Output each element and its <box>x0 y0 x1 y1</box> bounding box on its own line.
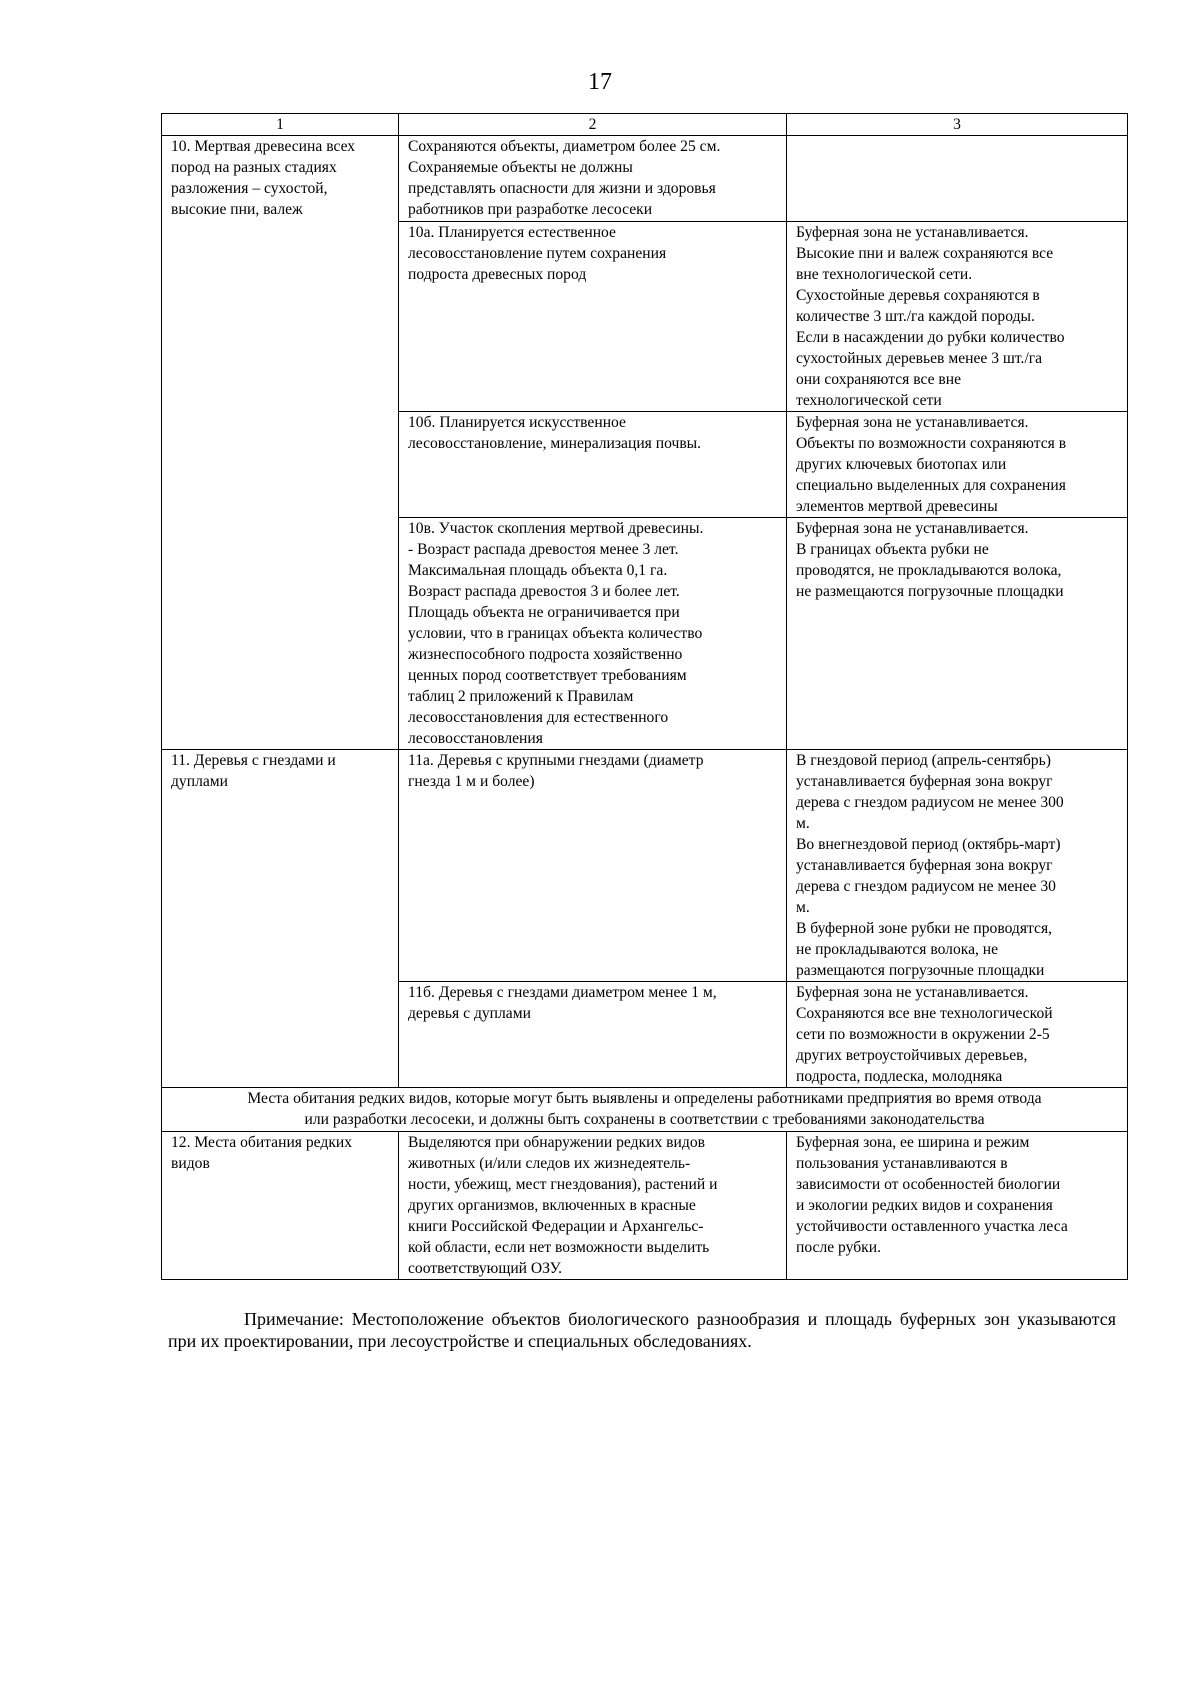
table-header-row <box>162 114 1128 136</box>
table-row <box>162 136 1128 222</box>
table-row <box>162 1132 1128 1280</box>
row10c-rule: Буферная зона не устанавливается. В границах объекта рубки не проводятся, не прокладываются волока, не размещаются погрузочные площадки <box>787 518 1128 750</box>
row11b-condition: 11б. Деревья с гнездами диаметром менее 1 м, деревья с дуплами <box>399 982 787 1088</box>
row12-rule: Буферная зона, ее ширина и режим пользования устанавливаются в зависимости от особенностей биологии и экологии редких видов и сохранения устойчивости оставленного участка леса после рубки. <box>787 1132 1128 1280</box>
row12-condition: Выделяются при обнаружении редких видов животных (и/или следов их жизнедеятель- ности, убежищ, мест гнездования), растений и других организмов, включенных в красные книги Российской Федерации и Архангельс- кой области, если нет возможности выделить соответствующий ОЗУ. <box>399 1132 787 1280</box>
row10c-condition: 10в. Участок скопления мертвой древесины. - Возраст распада древостоя менее 3 лет. Максимальная площадь объекта 0,1 га. Возраст распада древостоя 3 и более лет. Площадь объекта не ограничивается при условии, что в границах объекта количество жизнеспособного подроста хозяйственно ценных пород соответствует требованиям таблиц 2 приложений к Правилам лесовосстановления для естественного лесовосстановления <box>399 518 787 750</box>
page-number: 17 <box>588 69 612 95</box>
section-heading: Места обитания редких видов, которые могут быть выявлены и определены работниками предприятия во время отвода или разработки лесосеки, и должны быть сохранены в соответствии с требованиями законодательства <box>162 1088 1128 1132</box>
row11a-rule: В гнездовой период (апрель-сентябрь) устанавливается буферная зона вокруг дерева с гнездом радиусом не менее 300 м. Во внегнездовой период (октябрь-март) устанавливается буферная зона вокруг дерева с гнездом радиусом не менее 30 м. В буферной зоне рубки не проводятся, не прокладываются волока, не размещаются погрузочные площадки <box>787 750 1128 982</box>
table-row <box>162 750 1128 982</box>
section-heading-row <box>162 1088 1128 1132</box>
row10-object: 10. Мертвая древесина всех пород на разных стадиях разложения – сухостой, высокие пни, валеж <box>162 136 399 750</box>
biodiversity-table <box>161 113 1128 1280</box>
column-header-2: 2 <box>399 114 787 136</box>
row10-general-rule <box>787 136 1128 222</box>
row12-object: 12. Места обитания редких видов <box>162 1132 399 1280</box>
row11-object: 11. Деревья с гнездами и дуплами <box>162 750 399 1088</box>
row10-general: Сохраняются объекты, диаметром более 25 см. Сохраняемые объекты не должны представлять опасности для жизни и здоровья работников при разработке лесосеки <box>399 136 787 222</box>
row10a-rule: Буферная зона не устанавливается. Высокие пни и валеж сохраняются все вне технологической сети. Сухостойные деревья сохраняются в количестве 3 шт./га каждой породы. Если в насаждении до рубки количество сухостойных деревьев менее 3 шт./га они сохраняются все вне технологической сети <box>787 222 1128 412</box>
row11a-condition: 11а. Деревья с крупными гнездами (диаметр гнезда 1 м и более) <box>399 750 787 982</box>
row10a-condition: 10а. Планируется естественное лесовосстановление путем сохранения подроста древесных пород <box>399 222 787 412</box>
row11b-rule: Буферная зона не устанавливается. Сохраняются все вне технологической сети по возможности в окружении 2-5 других ветроустойчивых деревьев, подроста, подлеска, молодняка <box>787 982 1128 1088</box>
footnote: Примечание: Местоположение объектов биологического разнообразия и площадь буферных зон указываются при их проектировании, при лесоустройстве и специальных обследованиях. <box>168 1309 1116 1351</box>
row10b-rule: Буферная зона не устанавливается. Объекты по возможности сохраняются в других ключевых биотопах или специально выделенных для сохранения элементов мертвой древесины <box>787 412 1128 518</box>
row10b-condition: 10б. Планируется искусственное лесовосстановление, минерализация почвы. <box>399 412 787 518</box>
column-header-1: 1 <box>162 114 399 136</box>
column-header-3: 3 <box>787 114 1128 136</box>
